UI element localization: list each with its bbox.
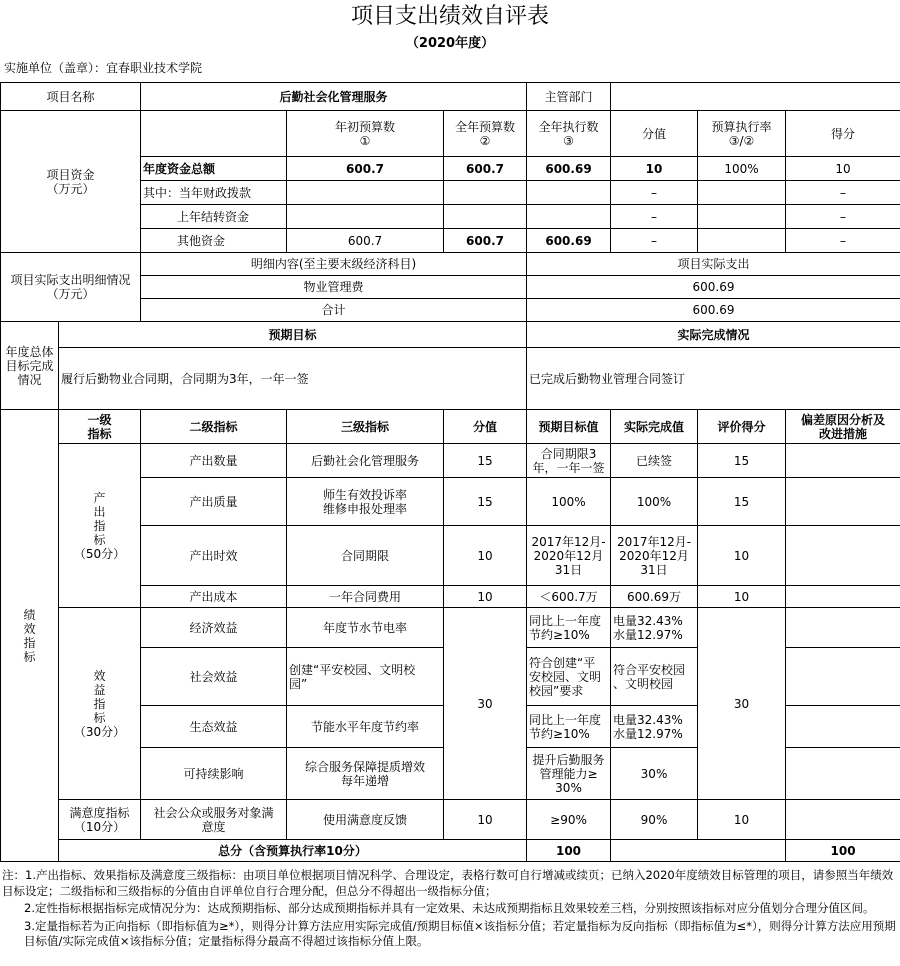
l2-indicator: 产出质量 bbox=[141, 478, 287, 526]
note-3: 3.定量指标若为正向指标（即指标值为≥*），则得分计算方法应用实际完成值/预期目标值×该指标分值；若定量指标为反向指标（即指标值为≤*），则得分计算方法应用预期目标值/实际完成值×该指标分值；定量指标得分最高不得超过该指标分值上限。 bbox=[24, 918, 896, 948]
indicator-score: 10 bbox=[444, 526, 527, 586]
target-value: ＜600.7万 bbox=[527, 586, 611, 608]
funds-cell: – bbox=[611, 181, 698, 205]
funds-header: 年初预算数 ① bbox=[287, 111, 444, 157]
note-1: 注：1.产出指标、效果指标及满意度三级指标：由项目单位根据项目情况科学、合理设定，表格行数可自行增减或续页；已纳入2020年度绩效目标管理的项目，请参照当年绩效目标设定；二级指标和三级指标的分值由自评单位自行合理分配，但总分不得超出一级指标分值； bbox=[2, 868, 894, 898]
l3-indicator: 创建“平安校园、文明校 园” bbox=[287, 648, 444, 706]
dept-value bbox=[611, 83, 900, 111]
funds-cell bbox=[698, 181, 786, 205]
l3-indicator: 后勤社会化管理服务 bbox=[287, 444, 444, 478]
l3-indicator: 年度节水节电率 bbox=[287, 608, 444, 648]
year-subtitle: （2020年度） bbox=[405, 36, 495, 51]
l2-indicator: 社会效益 bbox=[141, 648, 287, 706]
funds-cell: 600.7 bbox=[287, 157, 444, 181]
indicator-score: 15 bbox=[444, 478, 527, 526]
goal-label: 年度总体 目标完成 情况 bbox=[1, 322, 59, 410]
funds-cell: 600.69 bbox=[527, 157, 611, 181]
target-value: 同比上一年度 节约≥10% bbox=[527, 706, 611, 748]
eval-score: 10 bbox=[698, 586, 786, 608]
target-value: 100% bbox=[527, 478, 611, 526]
funds-cell: 10 bbox=[786, 157, 900, 181]
actual-value: 电量32.43% 水量12.97% bbox=[611, 608, 698, 648]
target-value: ≥90% bbox=[527, 800, 611, 840]
expense-item: 物业管理费 bbox=[141, 276, 527, 299]
perf-header: 二级指标 bbox=[141, 410, 287, 444]
unit-label: 实施单位（盖章）：宜春职业技术学院 bbox=[4, 61, 203, 75]
target-value: 同比上一年度 节约≥10% bbox=[527, 608, 611, 648]
total-eval-score: 100 bbox=[786, 840, 900, 862]
actual-value: 600.69万 bbox=[611, 586, 698, 608]
funds-cell bbox=[444, 181, 527, 205]
funds-cell bbox=[287, 181, 444, 205]
expense-item: 合计 bbox=[141, 299, 527, 322]
target-value: 2017年12月- 2020年12月 31日 bbox=[527, 526, 611, 586]
funds-header: 全年预算数 ② bbox=[444, 111, 527, 157]
l3-indicator: 节能水平年度节约率 bbox=[287, 706, 444, 748]
funds-cell: 600.69 bbox=[527, 229, 611, 253]
perf-header: 分值 bbox=[444, 410, 527, 444]
expense-label: 项目实际支出明细情况 （万元） bbox=[1, 253, 141, 322]
l3-indicator: 师生有效投诉率 维修申报处理率 bbox=[287, 478, 444, 526]
perf-label: 绩 效 指 标 bbox=[1, 410, 59, 862]
funds-cell bbox=[698, 205, 786, 229]
expense-col1-header: 明细内容(至主要末级经济科目) bbox=[141, 253, 527, 276]
notes bbox=[0, 868, 898, 952]
funds-cell: 10 bbox=[611, 157, 698, 181]
total-blank bbox=[611, 840, 786, 862]
funds-cell: – bbox=[611, 229, 698, 253]
actual-value: 电量32.43% 水量12.97% bbox=[611, 706, 698, 748]
dept-label: 主管部门 bbox=[527, 83, 611, 111]
deviation-note bbox=[786, 608, 900, 648]
funds-cell: – bbox=[786, 181, 900, 205]
eval-score: 10 bbox=[698, 800, 786, 840]
eval-score: 15 bbox=[698, 444, 786, 478]
benefit-indicator-label: 效 益 指 标 （30分） bbox=[59, 608, 141, 800]
l2-indicator: 经济效益 bbox=[141, 608, 287, 648]
l3-indicator: 使用满意度反馈 bbox=[287, 800, 444, 840]
l2-indicator: 生态效益 bbox=[141, 706, 287, 748]
indicator-score: 10 bbox=[444, 800, 527, 840]
l2-indicator: 产出时效 bbox=[141, 526, 287, 586]
indicator-score: 15 bbox=[444, 444, 527, 478]
actual-status-text: 已完成后勤物业管理合同签订 bbox=[527, 348, 900, 410]
funds-cell: 600.7 bbox=[287, 229, 444, 253]
eval-score: 10 bbox=[698, 526, 786, 586]
actual-value: 2017年12月- 2020年12月 31日 bbox=[611, 526, 698, 586]
project-name: 后勤社会化管理服务 bbox=[141, 83, 527, 111]
deviation-note bbox=[786, 478, 900, 526]
deviation-note bbox=[786, 800, 900, 840]
project-name-label: 项目名称 bbox=[1, 83, 141, 111]
self-evaluation-table bbox=[0, 82, 900, 862]
l2-indicator: 可持续影响 bbox=[141, 748, 287, 800]
expense-amount: 600.69 bbox=[527, 276, 900, 299]
benefit-eval-score: 30 bbox=[698, 608, 786, 800]
perf-header: 一级 指标 bbox=[59, 410, 141, 444]
actual-value: 100% bbox=[611, 478, 698, 526]
funds-cell: 600.7 bbox=[444, 157, 527, 181]
deviation-note bbox=[786, 648, 900, 706]
deviation-note bbox=[786, 526, 900, 586]
actual-value: 90% bbox=[611, 800, 698, 840]
target-value: 合同期限3 年，一年一签 bbox=[527, 444, 611, 478]
deviation-note bbox=[786, 748, 900, 800]
funds-cell bbox=[287, 205, 444, 229]
funds-cell: – bbox=[611, 205, 698, 229]
deviation-note bbox=[786, 586, 900, 608]
funds-cell: – bbox=[786, 229, 900, 253]
funds-row-name: 上年结转资金 bbox=[141, 205, 287, 229]
actual-value: 已续签 bbox=[611, 444, 698, 478]
expected-goal-text: 履行后勤物业合同期，合同期为3年，一年一签 bbox=[59, 348, 527, 410]
funds-cell: 600.7 bbox=[444, 229, 527, 253]
funds-row-name: 其他资金 bbox=[141, 229, 287, 253]
expense-col2-header: 项目实际支出 bbox=[527, 253, 900, 276]
funds-header-blank bbox=[141, 111, 287, 157]
indicator-score: 10 bbox=[444, 586, 527, 608]
perf-header: 偏差原因分析及 改进措施 bbox=[786, 410, 900, 444]
benefit-score: 30 bbox=[444, 608, 527, 800]
funds-cell bbox=[444, 205, 527, 229]
funds-row-name: 年度资金总额 bbox=[141, 157, 287, 181]
l2-indicator: 社会公众或服务对象满 意度 bbox=[141, 800, 287, 840]
total-score: 100 bbox=[527, 840, 611, 862]
l3-indicator: 综合服务保障提质增效 每年递增 bbox=[287, 748, 444, 800]
expense-amount: 600.69 bbox=[527, 299, 900, 322]
l2-indicator: 产出数量 bbox=[141, 444, 287, 478]
perf-header: 评价得分 bbox=[698, 410, 786, 444]
perf-header: 实际完成值 bbox=[611, 410, 698, 444]
total-label: 总分（含预算执行率10分） bbox=[59, 840, 527, 862]
funds-header: 全年执行数 ③ bbox=[527, 111, 611, 157]
funds-cell bbox=[527, 205, 611, 229]
funds-header: 得分 bbox=[786, 111, 900, 157]
funds-row-name: 其中：当年财政拨款 bbox=[141, 181, 287, 205]
funds-cell bbox=[527, 181, 611, 205]
perf-header: 三级指标 bbox=[287, 410, 444, 444]
funds-header: 预算执行率 ③/② bbox=[698, 111, 786, 157]
funds-header: 分值 bbox=[611, 111, 698, 157]
funds-label: 项目资金 （万元） bbox=[1, 111, 141, 253]
target-value: 提升后勤服务 管理能力≥ 30% bbox=[527, 748, 611, 800]
output-indicator-label: 产 出 指 标 （50分） bbox=[59, 444, 141, 608]
l3-indicator: 一年合同费用 bbox=[287, 586, 444, 608]
actual-value: 30% bbox=[611, 748, 698, 800]
perf-header: 预期目标值 bbox=[527, 410, 611, 444]
target-value: 符合创建“平 安校园、文明 校园”要求 bbox=[527, 648, 611, 706]
expected-goal-header: 预期目标 bbox=[59, 322, 527, 348]
funds-cell: 100% bbox=[698, 157, 786, 181]
deviation-note bbox=[786, 444, 900, 478]
page-title: 项目支出绩效自评表 bbox=[350, 4, 549, 29]
l3-indicator: 合同期限 bbox=[287, 526, 444, 586]
actual-value: 符合平安校园 、文明校园 bbox=[611, 648, 698, 706]
note-2: 2.定性指标根据指标完成情况分为：达成预期指标、部分达成预期指标并具有一定效果、未达成预期指标且效果较差三档，分别按照该指标对应分值划分合理分值区间。 bbox=[24, 901, 875, 915]
satisfaction-indicator-label: 满意度指标 （10分） bbox=[59, 800, 141, 840]
funds-cell bbox=[698, 229, 786, 253]
deviation-note bbox=[786, 706, 900, 748]
actual-status-header: 实际完成情况 bbox=[527, 322, 900, 348]
l2-indicator: 产出成本 bbox=[141, 586, 287, 608]
eval-score: 15 bbox=[698, 478, 786, 526]
funds-cell: – bbox=[786, 205, 900, 229]
